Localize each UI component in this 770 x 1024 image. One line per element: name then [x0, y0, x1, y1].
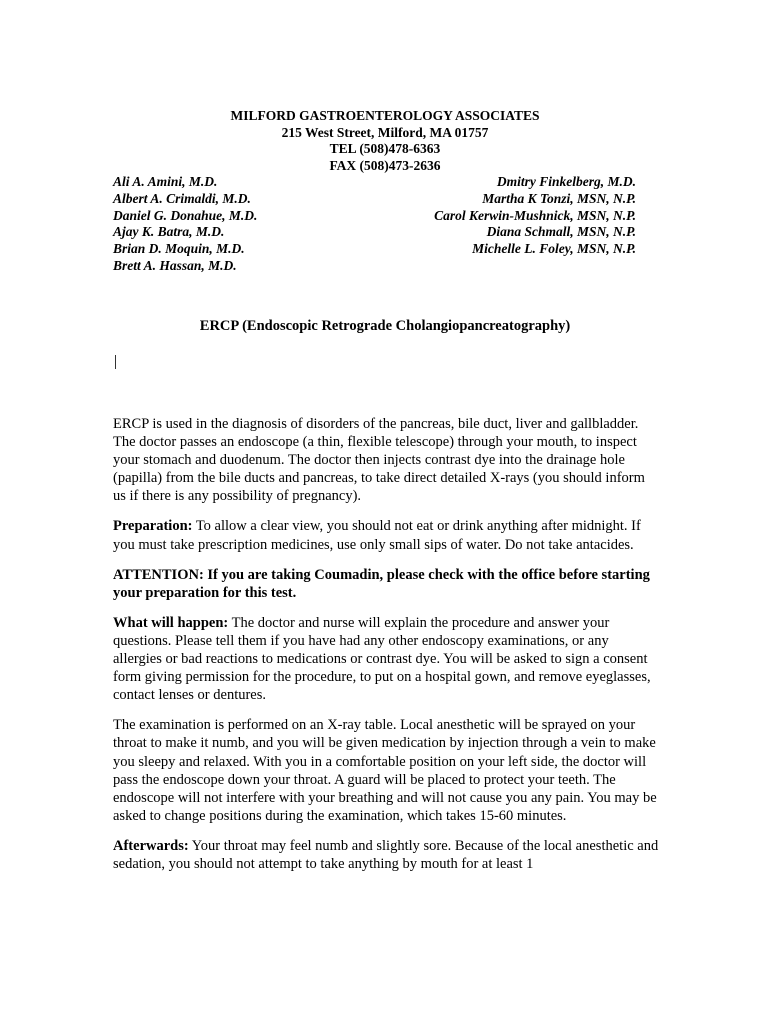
- practice-phone: TEL (508)478-6363: [329, 141, 441, 157]
- staff-list-right: [434, 174, 636, 258]
- staff-name: Daniel G. Donahue, M.D.: [113, 207, 258, 223]
- staff-list-left: [113, 174, 257, 275]
- staff-name: Brett A. Hassan, M.D.: [113, 257, 237, 273]
- staff-name: Diana Schmall, MSN, N.P.: [486, 224, 636, 240]
- afterwards-label: Afterwards:: [113, 837, 189, 854]
- staff-name: Dmitry Finkelberg, M.D.: [496, 174, 636, 189]
- practice-fax: FAX (508)473-2636: [329, 157, 441, 173]
- what-will-happen-label: What will happen:: [113, 614, 229, 631]
- letterhead: [0, 108, 770, 174]
- preparation-paragraph: [113, 517, 659, 553]
- preparation-text: To allow a clear view, you should not eat or drink anything after midnight. If you must take prescription medicines, use only small sips of water. Do not take antacides.: [113, 518, 641, 553]
- afterwards-paragraph: [113, 837, 659, 873]
- preparation-label: Preparation:: [113, 518, 193, 535]
- staff-name: Ajay K. Batra, M.D.: [113, 224, 225, 240]
- document-title: ERCP (Endoscopic Retrograde Cholangiopancreatography): [199, 318, 571, 334]
- intro-paragraph: ERCP is used in the diagnosis of disorders of the pancreas, bile duct, liver and gallbladder. The doctor passes an endoscope (a thin, flexible telescope) through your mouth, to inspect your stomach and duodenum. The doctor then injects contrast dye into the drainage hole (papilla) from the bile ducts and pancreas, to take direct detailed X-rays (you should inform us if there is any possibility of pregnancy).: [113, 416, 645, 505]
- staff-name: Brian D. Moquin, M.D.: [113, 241, 245, 257]
- practice-name: MILFORD GASTROENTEROLOGY ASSOCIATES: [230, 108, 540, 123]
- staff-name: Carol Kerwin-Mushnick, MSN, N.P.: [434, 207, 636, 223]
- examination-paragraph: The examination is performed on an X-ray table. Local anesthetic will be sprayed on your throat to make it numb, and you will be given medication by injection through a vein to make you sleepy and relaxed. With you in a comfortable position on your left side, the doctor will pass the endoscope down your throat. A guard will be placed to protect your teeth. The endoscope will not interfere with your breathing and will not cause you any pain. You may be asked to change positions during the examination, which takes 15-60 minutes.: [113, 717, 657, 824]
- document-body: [113, 415, 659, 885]
- afterwards-text: Your throat may feel numb and slightly sore. Because of the local anesthetic and sedation, you should not attempt to take anything by mouth for at least 1: [113, 837, 659, 872]
- practice-address: 215 West Street, Milford, MA 01757: [281, 124, 489, 140]
- what-will-happen-paragraph: [113, 614, 659, 704]
- staff-name: Michelle L. Foley, MSN, N.P.: [472, 241, 636, 257]
- what-will-happen-text: The doctor and nurse will explain the procedure and answer your questions. Please tell them if you have had any other endoscopy examinations, or any allergies or bad reactions to medications or contrast dye. You will be asked to sign a consent form giving permission for the procedure, to put on a hospital gown, and remove eyeglasses, contact lenses or dentures.: [113, 614, 651, 704]
- staff-name: Albert A. Crimaldi, M.D.: [113, 190, 251, 206]
- text-cursor[interactable]: [115, 355, 116, 369]
- staff-name: Ali A. Amini, M.D.: [113, 174, 218, 189]
- attention-paragraph: ATTENTION: If you are taking Coumadin, please check with the office before starting your preparation for this test.: [113, 566, 650, 601]
- staff-name: Martha K Tonzi, MSN, N.P.: [482, 190, 636, 206]
